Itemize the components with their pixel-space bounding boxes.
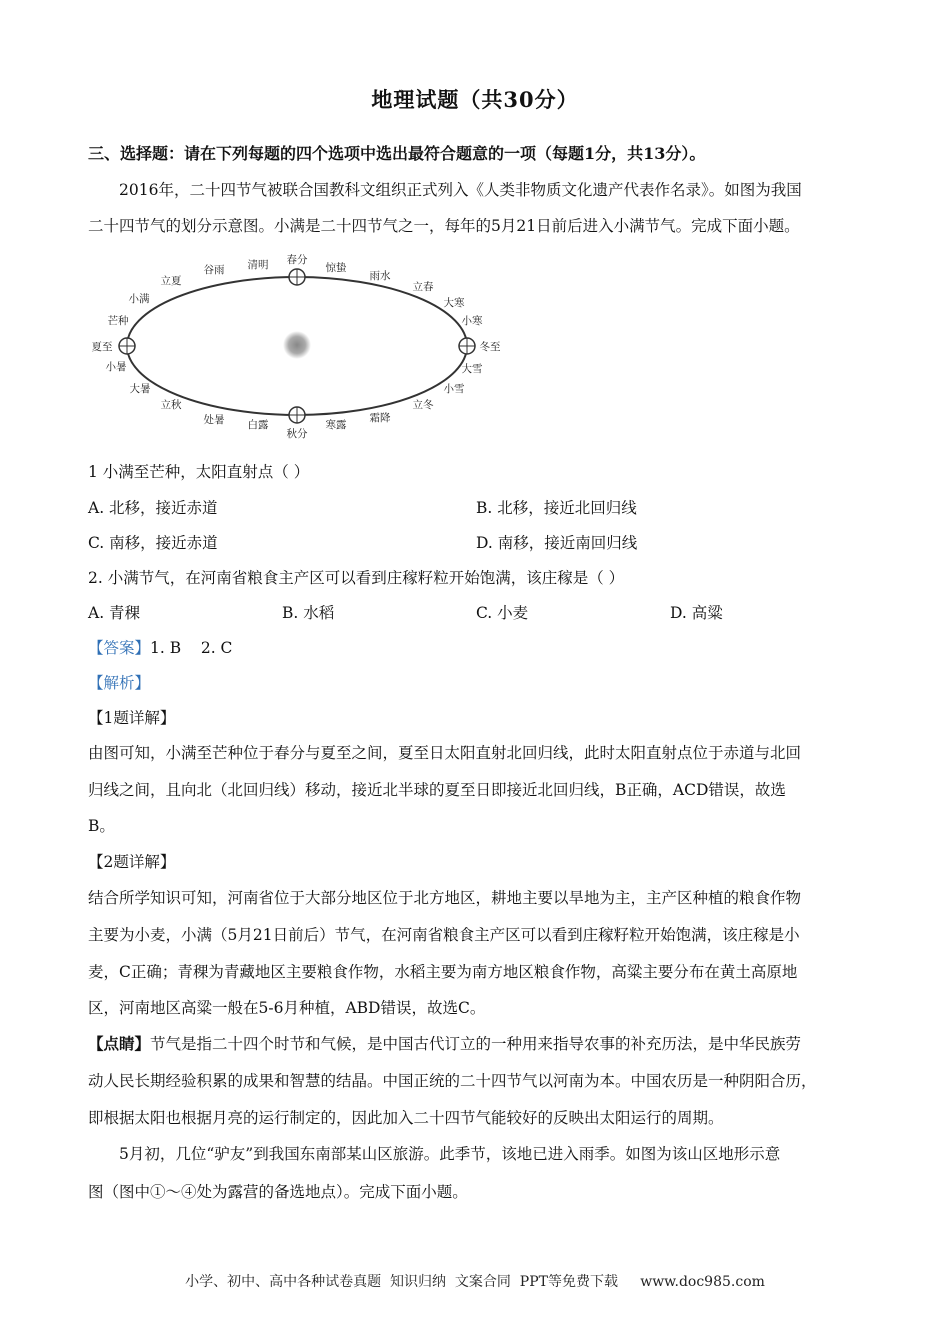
- q2-option-a: A. 青稞: [88, 604, 141, 622]
- answer-label: 【答案】: [88, 639, 151, 657]
- detail-2-line4: 区，河南地区高粱一般在5-6月种植，ABD错误，故选C。: [88, 999, 486, 1017]
- q1-option-c: C. 南移，接近赤道: [88, 534, 218, 552]
- intro2-line2: 图（图中①～④处为露营的备选地点）。完成下面小题。: [88, 1183, 468, 1201]
- earth-icon-spring: [289, 269, 305, 285]
- term-label: 大寒: [443, 297, 465, 309]
- detail-2-label: 【2题详解】: [88, 853, 176, 871]
- detail-2-line2: 主要为小麦，小满（5月21日前后）节气，在河南省粮食主产区可以看到庄稼籽粒开始饱满，该庄稼是小: [88, 926, 800, 944]
- tip-line1: [88, 1032, 801, 1054]
- term-label: 立秋: [160, 399, 182, 411]
- detail-2-line3: 麦，C正确；青稞为青藏地区主要粮食作物，水稻主要为南方地区粮食作物，高粱主要分布在黄土高原地: [88, 963, 798, 981]
- term-label: 清明: [247, 259, 269, 271]
- intro1-line1: [88, 178, 802, 200]
- earth-icon-autumn: [289, 407, 305, 423]
- tip-label: 【点睛】: [88, 1034, 151, 1053]
- term-label: 冬至: [479, 341, 501, 353]
- term-label: 白露: [247, 419, 269, 431]
- detail-1-line3: B。: [88, 817, 115, 835]
- term-label: 夏至: [91, 341, 113, 353]
- term-label: 谷雨: [203, 264, 225, 276]
- term-label: 霜降: [369, 412, 391, 424]
- detail-2-line1: 结合所学知识可知，河南省位于大部分地区位于北方地区，耕地主要以旱地为主，主产区种植的粮食作物: [88, 889, 802, 907]
- tip-line3: 即根据太阳也根据月亮的运行制定的，因此加入二十四节气能较好的反映出太阳运行的周期。: [88, 1109, 724, 1127]
- earth-icon-summer: [119, 338, 135, 354]
- tip-line1-text: 节气是指二十四个时节和气候，是中国古代订立的一种用来指导农事的补充历法，是中华民族劳: [150, 1035, 802, 1053]
- term-label: 大雪: [461, 363, 483, 375]
- term-label: 雨水: [369, 270, 391, 282]
- term-label: 处暑: [203, 414, 225, 426]
- term-label: 小寒: [461, 315, 483, 327]
- solar-terms-diagram: [84, 246, 504, 446]
- section-heading: 三、选择题：请在下列每题的四个选项中选出最符合题意的一项（每题1分，共13分）。: [88, 144, 706, 163]
- term-label: 大暑: [129, 383, 151, 395]
- question-2-stem: 2. 小满节气，在河南省粮食主产区可以看到庄稼籽粒开始饱满，该庄稼是（ ）: [88, 569, 625, 587]
- answer-value: 1. B 2. C: [150, 639, 233, 657]
- page-footer: 小学、初中、高中各种试卷真题 知识归纳 文案合同 PPT等免费下载 www.doc985.com: [185, 1274, 765, 1290]
- detail-1-line2: 归线之间，且向北（北回归线）移动，接近北半球的夏至日即接近北回归线，B正确，ACD错误，故选: [88, 781, 786, 799]
- question-1-stem: 1 小满至芒种，太阳直射点（ ）: [88, 463, 310, 481]
- term-label: 立冬: [412, 399, 434, 411]
- term-label: 立春: [412, 281, 434, 293]
- tip-line2: 动人民长期经验积累的成果和智慧的结晶。中国正统的二十四节气以河南为本。中国农历是一种阴阳合历，: [88, 1072, 817, 1090]
- term-label: 小暑: [105, 361, 127, 373]
- intro2-line1: [88, 1142, 780, 1164]
- term-label: 立夏: [160, 275, 182, 287]
- q1-option-b: B. 北移，接近北回归线: [476, 499, 637, 517]
- term-label: 秋分: [286, 428, 308, 440]
- term-label: 惊蛰: [325, 262, 347, 274]
- earth-icon-winter: [459, 338, 475, 354]
- analysis-label: 【解析】: [88, 674, 151, 692]
- intro1-line2: 二十四节气的划分示意图。小满是二十四节气之一，每年的5月21日前后进入小满节气。完成下面小题。: [88, 217, 800, 235]
- q2-option-c: C. 小麦: [476, 604, 529, 622]
- detail-1-line1: 由图可知，小满至芒种位于春分与夏至之间，夏至日太阳直射北回归线，此时太阳直射点位于赤道与北回: [88, 744, 802, 762]
- q2-option-d: D. 高粱: [670, 604, 723, 622]
- term-label: 小满: [128, 293, 150, 305]
- q2-option-b: B. 水稻: [282, 604, 335, 622]
- term-label: 芒种: [107, 315, 129, 327]
- page-title: 地理试题（共30分）: [371, 87, 579, 112]
- detail-1-label: 【1题详解】: [88, 709, 176, 727]
- answer-line: [88, 636, 232, 658]
- q1-option-d: D. 南移，接近南回归线: [476, 534, 638, 552]
- intro1-line1-text: 2016年，二十四节气被联合国教科文组织正式列入《人类非物质文化遗产代表作名录》。如图为我国: [119, 181, 802, 199]
- intro2-line1-text: 5月初，几位“驴友”到我国东南部某山区旅游。此季节，该地已进入雨季。如图为该山区地形示意: [119, 1145, 781, 1163]
- q1-option-a: A. 北移，接近赤道: [88, 499, 218, 517]
- term-label: 寒露: [325, 419, 347, 431]
- term-label: 春分: [286, 254, 308, 266]
- term-label: 小雪: [443, 383, 465, 395]
- sun-icon: [283, 331, 311, 359]
